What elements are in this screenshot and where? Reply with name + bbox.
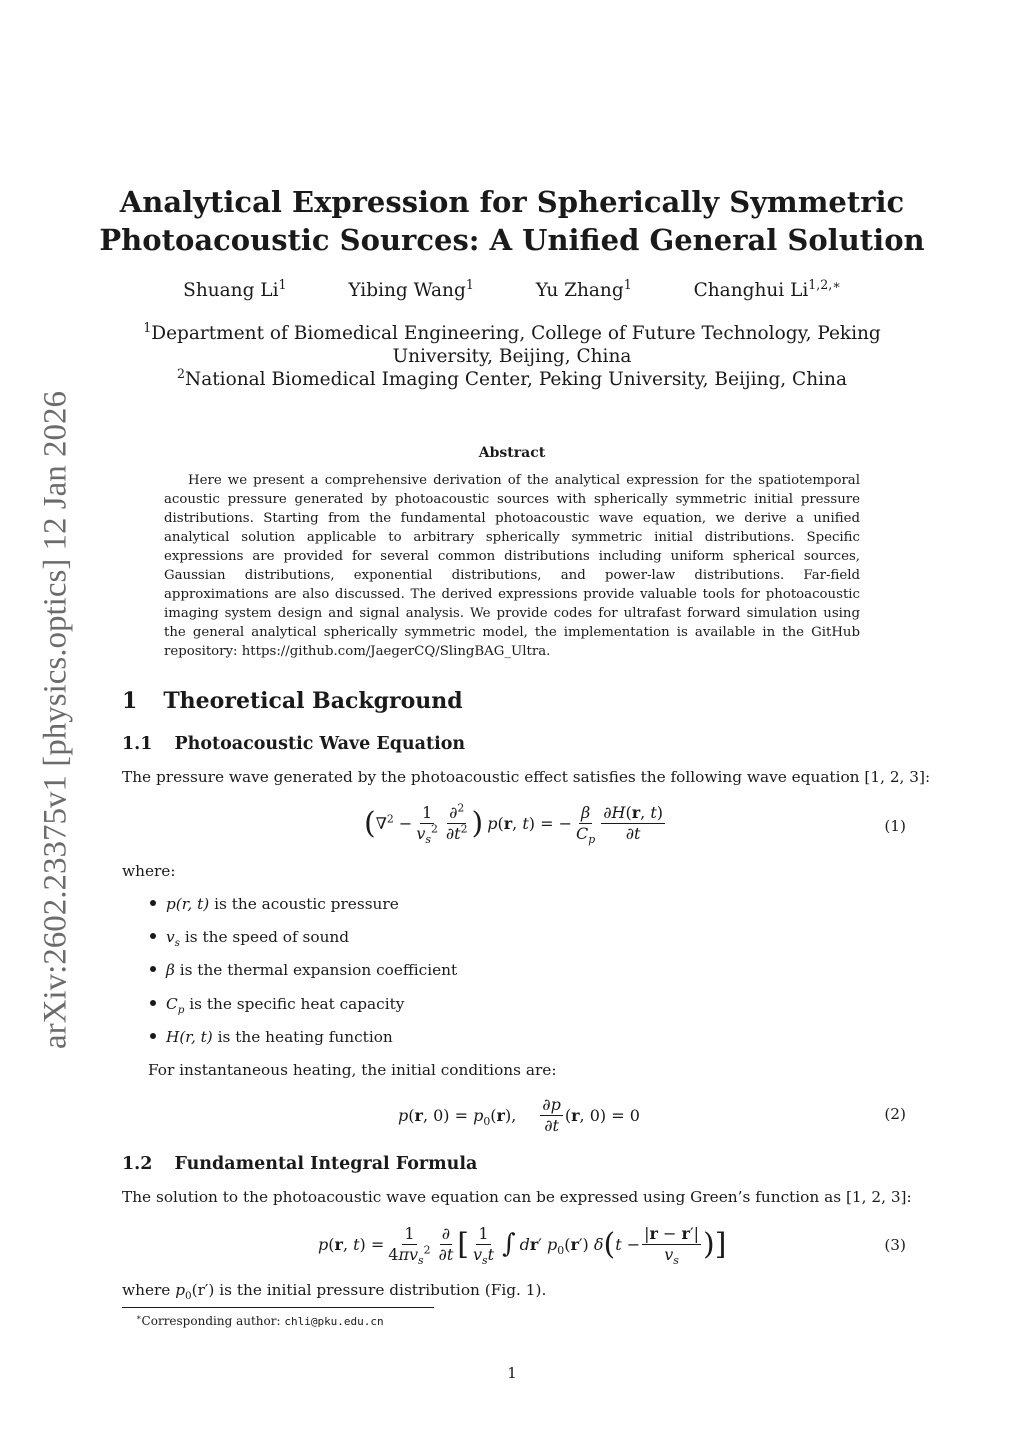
equation-3-number: (3) bbox=[884, 1236, 906, 1254]
author-list bbox=[0, 276, 1024, 301]
bullet-item: p(r, t) is the acoustic pressure bbox=[150, 895, 399, 913]
footnote-email[interactable]: chli@pku.edu.cn bbox=[284, 1315, 384, 1328]
bullet-dot bbox=[150, 900, 156, 906]
abstract-heading: Abstract bbox=[478, 445, 546, 461]
equation-1-number: (1) bbox=[884, 817, 906, 835]
paragraph-greens-function: The solution to the photoacoustic wave equation can be expressed using Green’s function as [1, 2, 3]: bbox=[122, 1188, 912, 1206]
bullet-item: β is the thermal expansion coefficient bbox=[150, 961, 457, 979]
subsection-1-2-heading: 1.2 Fundamental Integral Formula bbox=[122, 1154, 478, 1174]
equation-2: p(r, $0) = p_0(r)$, $\frac{\partial p}{\partial t}$ (r, 0) = 0 bbox=[398, 1094, 640, 1135]
author-2: Yibing Wang$^1$ bbox=[348, 276, 474, 301]
paragraph-initial-conditions: For instantaneous heating, the initial conditions are: bbox=[148, 1061, 557, 1079]
footnote-rule bbox=[122, 1307, 434, 1308]
arxiv-side-stamp: arXiv:2602.23375v1 [physics.optics] 12 Jan 2026 bbox=[37, 390, 74, 1050]
bullet-dot bbox=[150, 1000, 156, 1006]
bullet-item: $C_p$ is the specific heat capacity bbox=[150, 995, 404, 1013]
title-line-2: Photoacoustic Sources: A Unified General Solution bbox=[99, 223, 925, 257]
equation-3: p(r, t) = $\frac{1}{4\pi v_s^2}$ $\frac{\partial}{\partial t}$ [ $\frac{1}{v_st}$ ∫ dr′ $p_0(r')$ δ ( t − $\frac{|r - r'|}{v_s}$ ) ] bbox=[318, 1223, 727, 1267]
affiliation-1: $^1$Department of Biomedical Engineering, College of Future Technology, Peking University, Beijing, China bbox=[143, 319, 881, 367]
bullet-dot bbox=[150, 933, 156, 939]
page-number: 1 bbox=[507, 1364, 517, 1382]
paragraph-initial-pressure: where $p_0(r')$ is the initial pressure distribution (Fig. 1). bbox=[122, 1281, 547, 1303]
subsection-1-1-heading: 1.1 Photoacoustic Wave Equation bbox=[122, 734, 466, 754]
where-label: where: bbox=[122, 862, 176, 880]
footnote: ∗Corresponding author: chli@pku.edu.cn bbox=[136, 1312, 384, 1328]
author-4: Changhui $Li^{1,2,∗}$ bbox=[693, 276, 841, 301]
affiliation-2: $^2$National Biomedical Imaging Center, Peking University, Beijing, China bbox=[177, 365, 847, 390]
equation-1: ( ∇$^2$ − $\frac{1}{v_s^2}$ $\frac{\partial^2}{\partial t^2}$ ) p(r, t) = − $\frac{\beta}{C_p}$ $\frac{\partial H(r, t)}{\partial t}$ bbox=[364, 801, 664, 846]
abstract-text: Here we present a comprehensive derivation of the analytical expression for the spatiotemporal acoustic pressure generated by photoacoustic sources with spherically symmetric initial pressure distributions. Starting from the fundamental photoacoustic wave equation, we derive a unified analytical solution applicable to arbitrary spherically symmetric initial distributions. Specific expressions are provided for several common distributions including uniform spherical sources, Gaussian distributions, exponential distributions, and power-law distributions. Far-field approximations are also discussed. The derived expressions provide valuable tools for photoacoustic imaging system design and signal analysis. We provide codes for ultrafast forward simulation using the general analytical spherically symmetric model, the implementation is available in the GitHub repository: https://github.com/JaegerCQ/SlingBAG_Ultra. bbox=[164, 473, 860, 659]
paragraph-wave-equation: The pressure wave generated by the photoacoustic effect satisfies the following wave equation [1, 2, 3]: bbox=[122, 768, 931, 786]
author-3: Yu Zhang$^1$ bbox=[535, 276, 632, 301]
bullet-dot bbox=[150, 1033, 156, 1039]
equation-2-number: (2) bbox=[884, 1105, 906, 1123]
author-1: Shuang Li$^1$ bbox=[183, 276, 287, 301]
bullet-dot bbox=[150, 966, 156, 972]
bullet-item: H(r, t) is the heating function bbox=[150, 1028, 393, 1046]
section-1-heading: 1 Theoretical Background bbox=[122, 688, 463, 714]
title-line-1: Analytical Expression for Spherically Symmetric bbox=[119, 185, 905, 219]
bullet-item: $v_s$ is the speed of sound bbox=[150, 928, 349, 946]
